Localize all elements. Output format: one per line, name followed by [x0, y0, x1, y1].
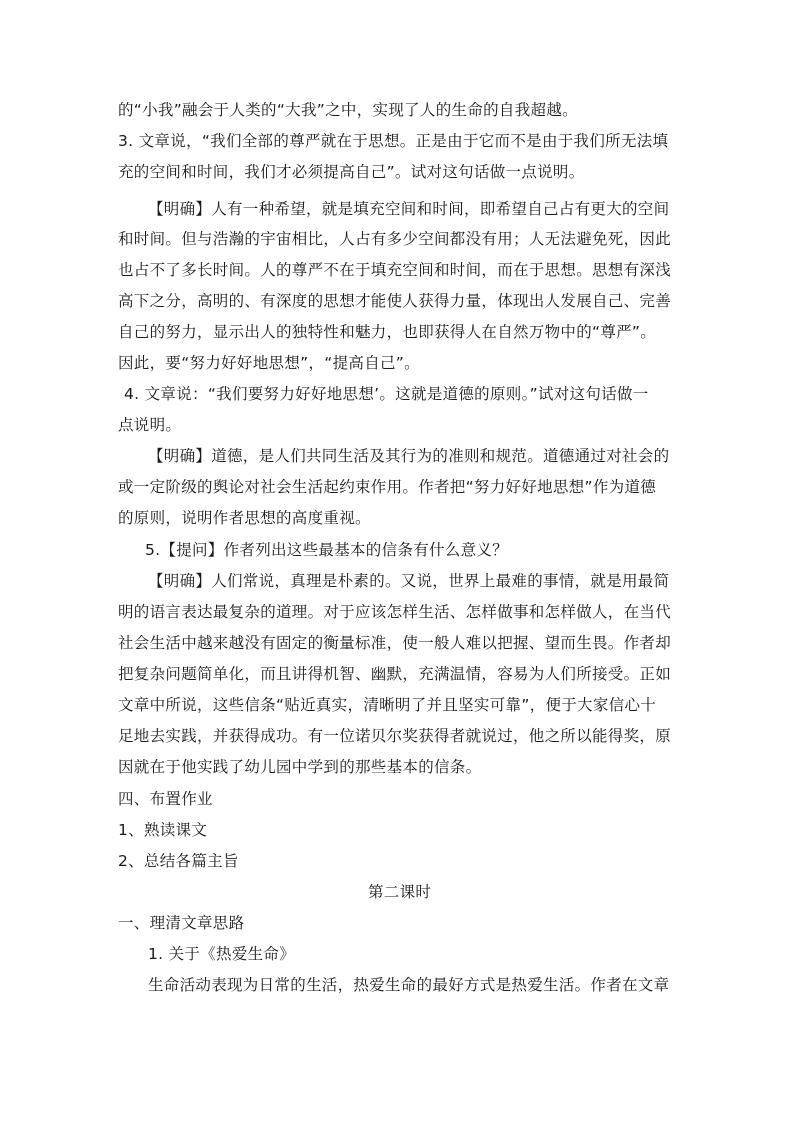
body-text-line: 明的语言表达最复杂的道理。对于应该怎样生活、怎样做事和怎样做人，在当代: [118, 603, 672, 621]
body-text-line: 充的空间和时间，我们才必须提高自己”。试对这句话做一点说明。: [118, 163, 585, 181]
lesson-title: 第二课时: [368, 883, 432, 901]
body-text-line: 把复杂问题简单化，而且讲得机智、幽默，充满温情，容易为人们所接受。正如: [118, 665, 672, 683]
body-text-line: 点说明。: [118, 416, 182, 434]
answer-line: 【明确】人们常说，真理是朴素的。又说，世界上最难的事情，就是用最简: [148, 572, 670, 590]
answer-line: 【明确】道德，是人们共同生活及其行为的准则和规范。道德通过对社会的: [148, 447, 670, 465]
question-line: 4. 文章说：“我们要努力好好地思想’。这就是道德的原则。”试对这句话做一: [124, 385, 649, 403]
section-heading: 一、理清文章思路: [118, 914, 245, 932]
body-text-line: 和时间。但与浩瀚的宇宙相比，人占有多少空间都没有用；人无法避免死，因此: [118, 230, 672, 248]
body-text-line: 的原则，说明作者思想的高度重视。: [118, 509, 371, 527]
body-text-line: 或一定阶级的舆论对社会生活起约束作用。作者把“努力好好地思想”作为道德: [118, 478, 657, 496]
subsection-heading: 1. 关于《热爱生命》: [148, 945, 296, 963]
body-text-line: 社会生活中越来越没有固定的衡量标准，使一般人难以把握、望而生畏。作者却: [118, 634, 672, 652]
answer-line: 【明确】人有一种希望，就是填充空间和时间，即希望自己占有更大的空间: [148, 200, 670, 218]
body-text-line: 也占不了多长时间。人的尊严不在于填充空间和时间，而在于思想。思想有深浅: [118, 261, 672, 279]
body-text-line: 足地去实践，并获得成功。有一位诺贝尔奖获得者就说过，他之所以能得奖，原: [118, 727, 672, 745]
body-text-line: 自己的努力，显示出人的独特性和魅力，也即获得人在自然万物中的“尊严”。: [118, 323, 657, 341]
body-text-line: 的“小我”融会于人类的“大我”之中，实现了人的生命的自我超越。: [118, 101, 578, 119]
question-line: 3. 文章说，“我们全部的尊严就在于思想。正是由于它而不是由于我们所无法填: [118, 132, 669, 150]
body-text-line: 因就在于他实践了幼儿园中学到的那些基本的信条。: [118, 758, 482, 776]
body-text-line: 因此，要“努力好好地思想”，“提高自己”。: [118, 354, 420, 372]
body-text-line: 高下之分，高明的、有深度的思想才能使人获得力量，体现出人发展自己、完善: [118, 292, 672, 310]
section-heading: 四、布置作业: [118, 790, 213, 808]
body-text-line: 文章中所说，这些信条“贴近真实，清晰明了并且坚实可靠”，便于大家信心十: [118, 696, 657, 714]
list-item: 2、总结各篇主旨: [118, 852, 239, 870]
list-item: 1、熟读课文: [118, 821, 208, 839]
question-line: 5.【提问】作者列出这些最基本的信条有什么意义？: [145, 541, 508, 559]
body-text-line: 生命活动表现为日常的生活，热爱生命的最好方式是热爱生活。作者在文章: [148, 976, 670, 994]
